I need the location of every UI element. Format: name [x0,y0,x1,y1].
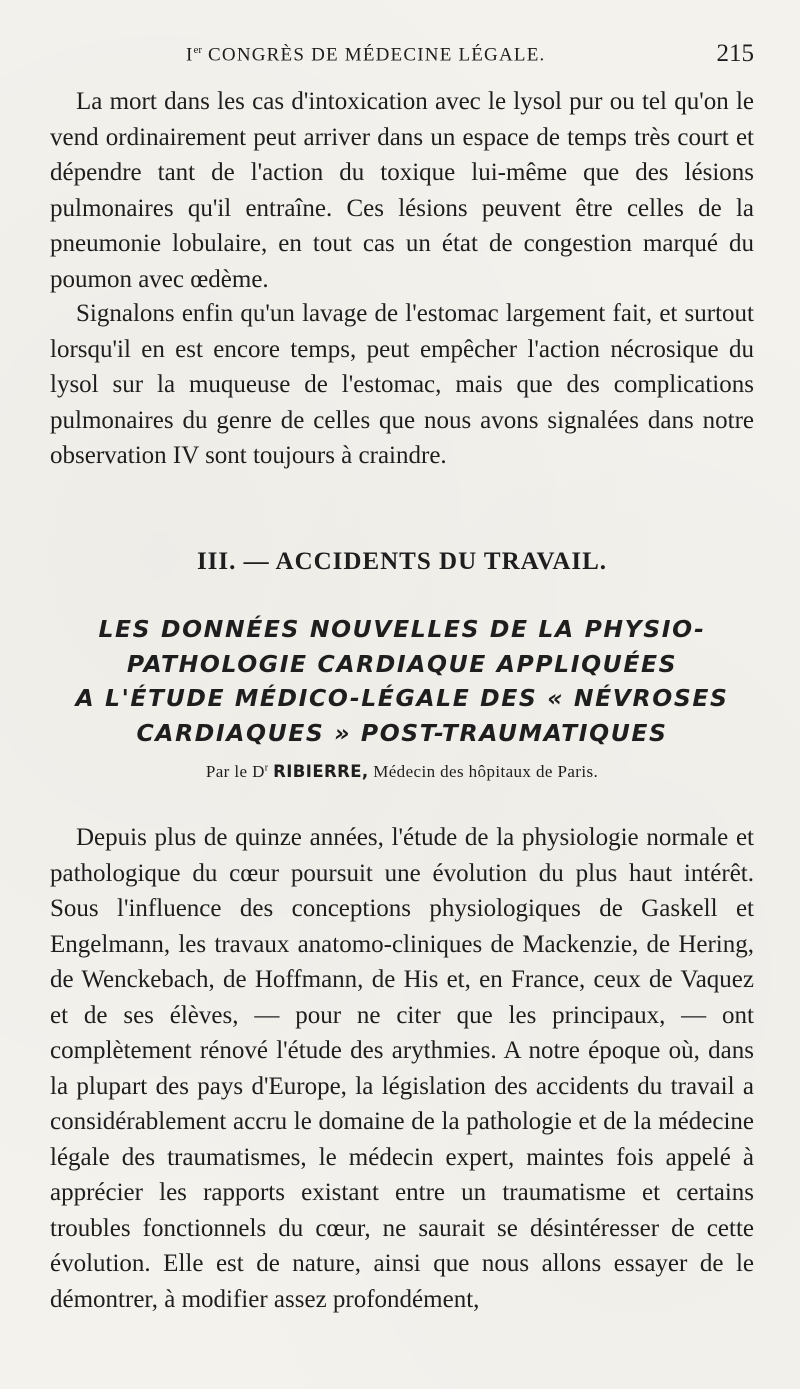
byline-prefix-sup: r [264,762,269,774]
byline-prefix: Par le D [205,762,265,781]
running-head-text: CONGRÈS DE MÉDECINE LÉGALE. [208,44,546,66]
article-title-line: PATHOLOGIE CARDIAQUE APPLIQUÉES [126,649,678,678]
running-head-ordinal: I [186,44,194,66]
section-heading: III. — ACCIDENTS DU TRAVAIL. [196,548,608,575]
page-number: 215 [716,40,754,67]
paragraph-introduction: Depuis plus de quinze années, l'étude de la physiologie normale et pathologique du cœur poursuit une évolution du plus haut intérêt. Sous l'influence des conceptions physiologiques de Gaskell et Engelmann, les travaux anatomo-cliniques de Mackenzie, de Hering, de Wenckebach, de Hoffmann, de His et, en France, ceux de Vaquez et de ses élèves, — pour ne citer que les principaux, — ont complètement rénové l'étude des arythmies. A notre époque où, dans la plupart des pays d'Europe, la législation des accidents du travail a considérablement accru le domaine de la pathologie et de la médecine légale des traumatismes, le médecin expert, maintes fois appelé à apprécier les rapports existant entre un traumatisme et certains troubles fonctionnels du cœur, ne saurait se désintéresser de cette évolution. Elle est de nature, ainsi que nous allons essayer de le démontrer, à modifier assez profondément, [50,824,754,1313]
running-head-title [186,44,545,66]
running-head-ordinal-sup: er [193,44,203,56]
article-title-line: CARDIAQUES » POST-TRAUMATIQUES [136,718,668,747]
byline [50,762,754,782]
paragraph-lysol-mortality: La mort dans les cas d'intoxication avec le lysol pur ou tel qu'on le vend ordinairement peut arriver dans un espace de temps très court et dépendre tant de l'action du toxique lui-même que des lésions pulmonaires qu'il entraîne. Ces lésions peuvent être celles de la pneumonie lobulaire, en tout cas un état de congestion marqué du poumon avec œdème. [50,88,754,293]
paragraph-gastric-lavage: Signalons enfin qu'un lavage de l'estomac largement fait, et surtout lorsqu'il en est encore temps, peut empêcher l'action nécrosique du lysol sur la muqueuse de l'estomac, mais que des complications pulmonaires du genre de celles que nous avons signalées dans notre observation IV sont toujours à craindre. [50,300,754,469]
article-title-line: A L'ÉTUDE MÉDICO-LÉGALE DES « NÉVROSES [75,684,729,712]
author-affiliation: Médecin des hôpitaux de Paris. [373,762,599,781]
running-head [50,40,754,70]
article-title-line: LES DONNÉES NOUVELLES DE LA PHYSIO- [98,615,706,643]
author-name: RIBIERRE, [273,762,369,781]
article-title [50,612,754,750]
